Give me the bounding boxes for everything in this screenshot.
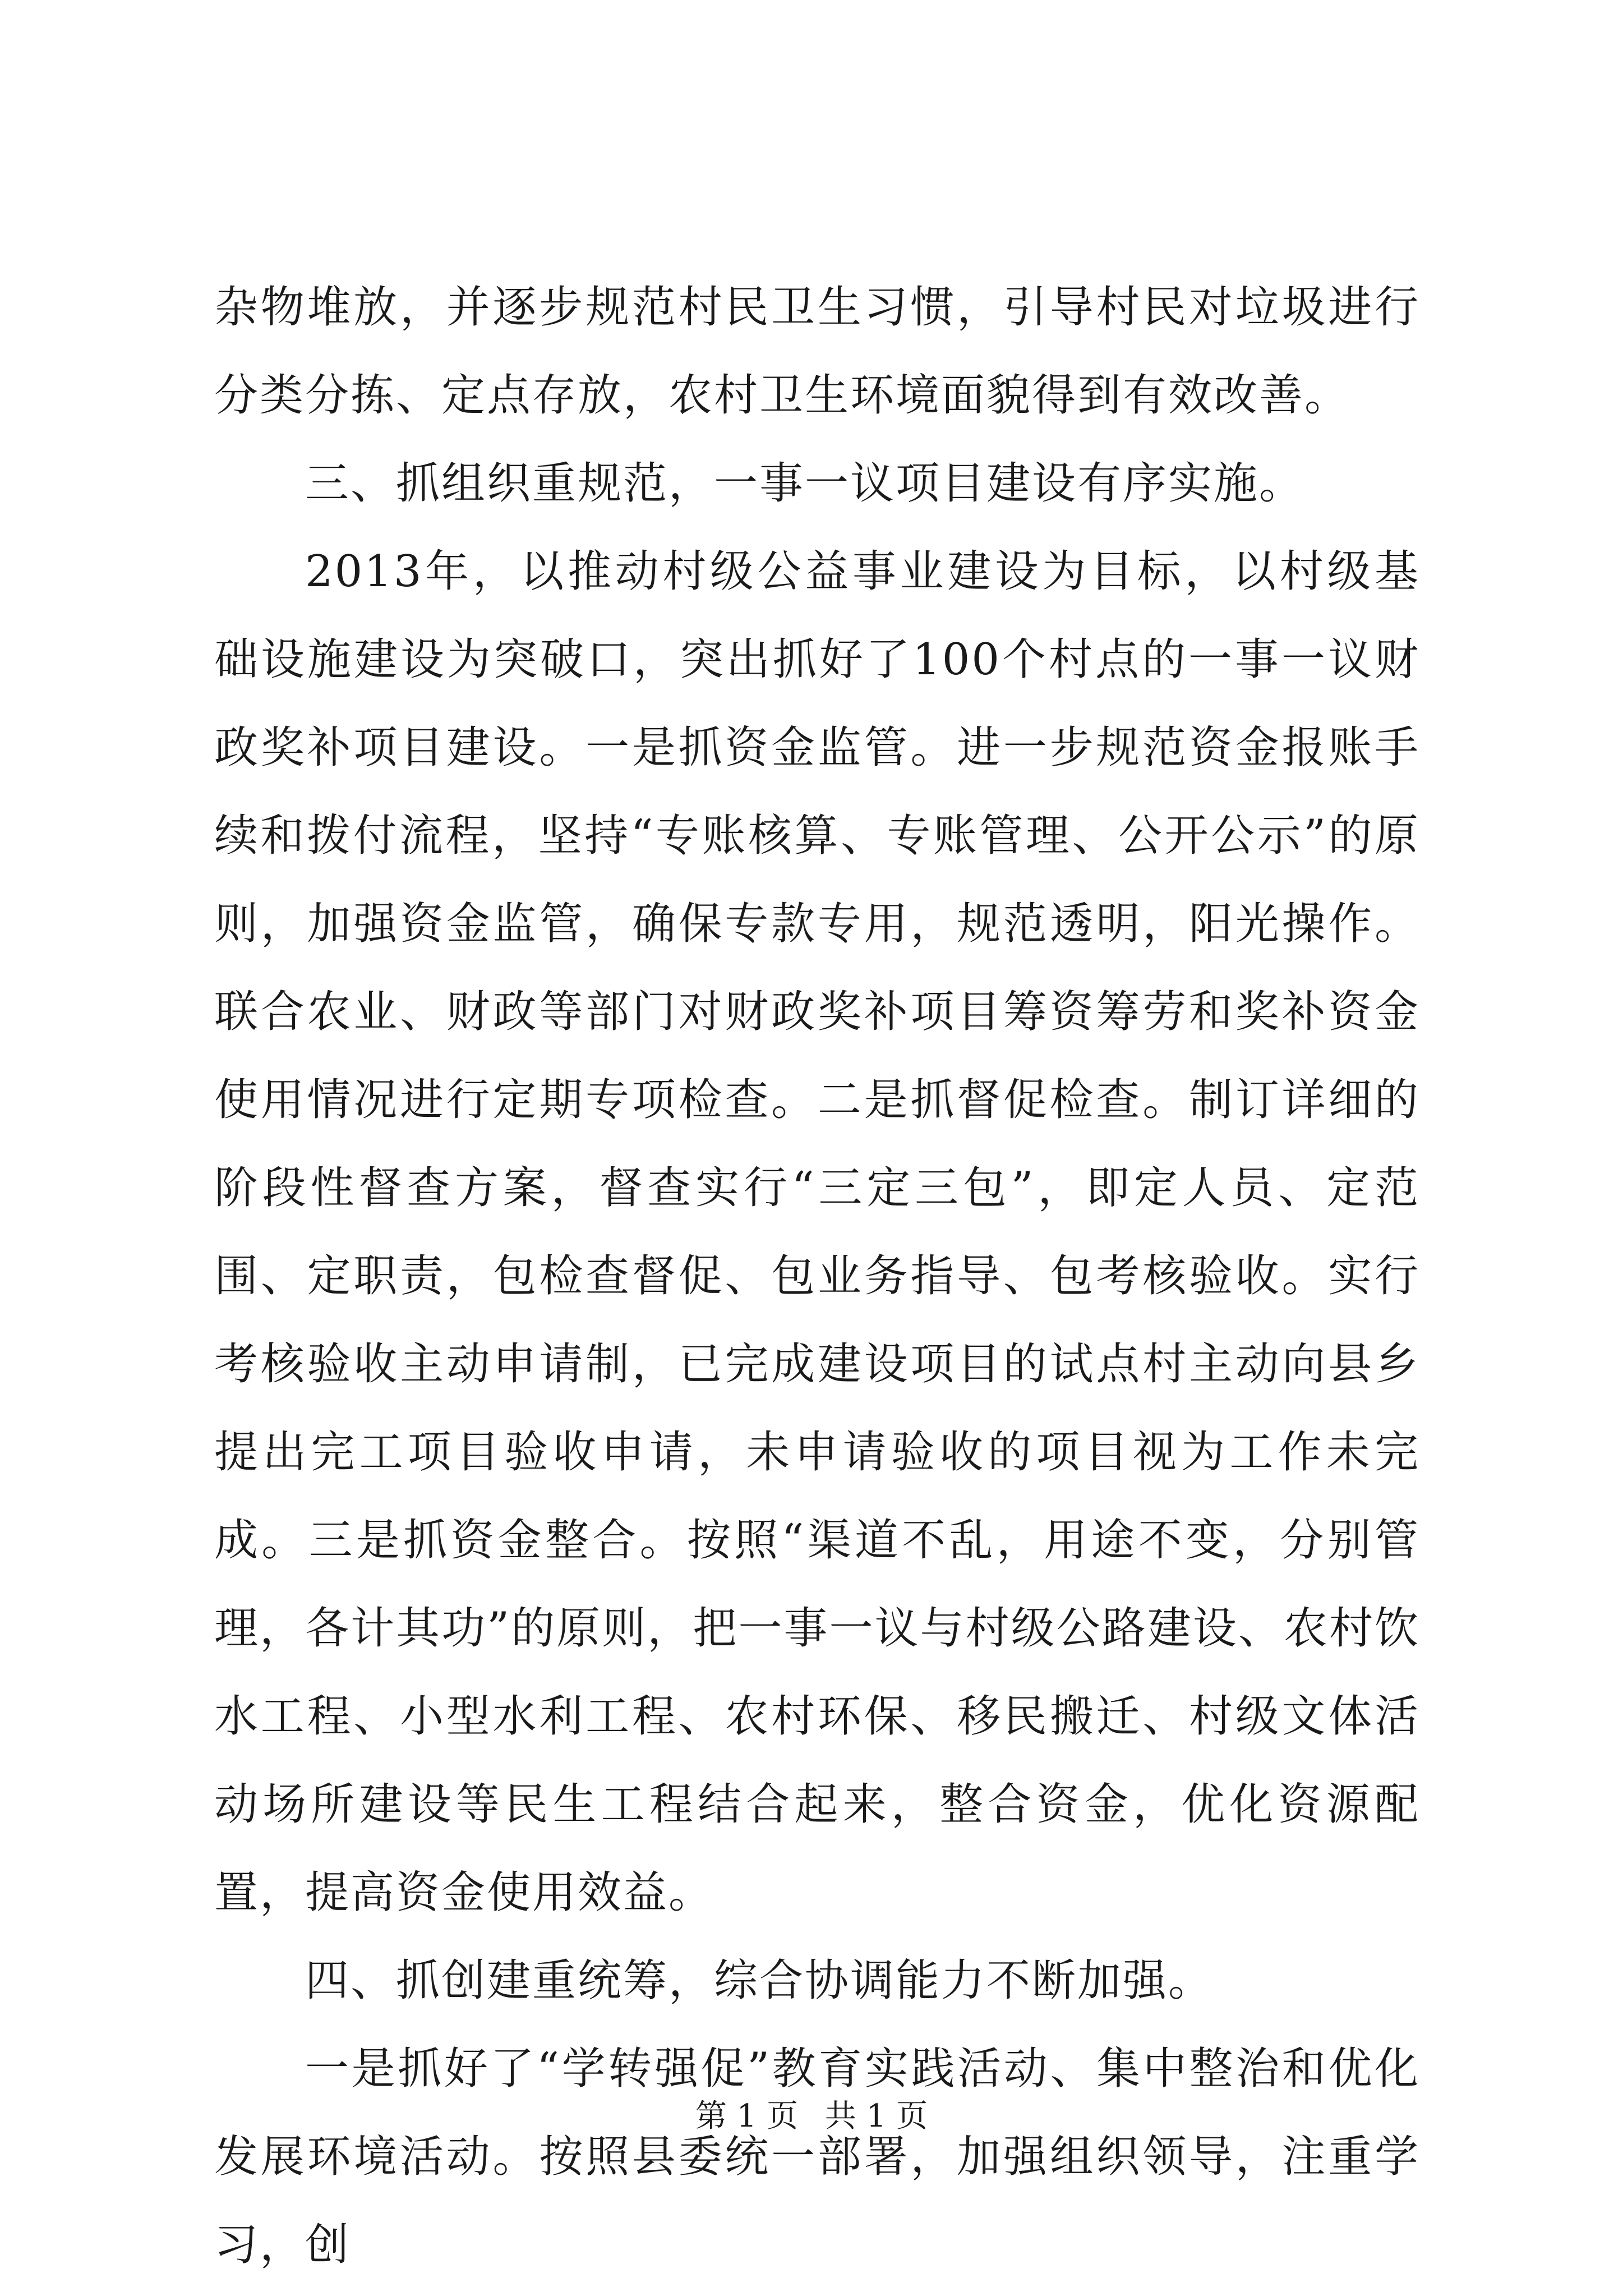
paragraph-education-campaign: 一是抓好了“学转强促”教育实践活动、集中整治和优化发展环境活动。按照县委统一部署，加强组织领导，注重学习，创 [214, 2044, 1420, 2270]
page-total: 共 1 页 [824, 2098, 928, 2134]
page-number: 第 1 页 [695, 2098, 799, 2134]
document-body [214, 264, 1420, 2289]
paragraph-project-construction: 2013年，以推动村级公益事业建设为目标，以村级基础设施建设为突破口，突出抓好了100个村点的一事一议财政奖补项目建设。一是抓资金监管。进一步规范资金报账手续和拨付流程，坚持“专账核算、专账管理、公开公示”的原则，加强资金监管，确保专款专用，规范透明，阳光操作。联合农业、财政等部门对财政奖补项目筹资筹劳和奖补资金使用情况进行定期专项检查。二是抓督促检查。制订详细的阶段性督查方案，督查实行“三定三包”，即定人员、定范围、定职责，包检查督促、包业务指导、包考核验收。实行考核验收主动申请制，已完成建设项目的试点村主动向县乡提出完工项目验收申请，未申请验收的项目视为工作未完成。三是抓资金整合。按照“渠道不乱，用途不变，分别管理，各计其功”的原则，把一事一议与村级公路建设、农村饮水工程、小型水利工程、农村环保、移民搬迁、村级文体活动场所建设等民生工程结合起来，整合资金，优化资源配置，提高资金使用效益。 [214, 546, 1420, 1918]
paragraph-continuation: 杂物堆放，并逐步规范村民卫生习惯，引导村民对垃圾进行分类分拣、定点存放，农村卫生环境面貌得到有效改善。 [214, 282, 1420, 421]
section-heading-three: 三、抓组织重规范，一事一议项目建设有序实施。 [305, 458, 1305, 509]
section-heading-four: 四、抓创建重统筹，综合协调能力不断加强。 [305, 1955, 1214, 2006]
page-footer [0, 2097, 1623, 2136]
